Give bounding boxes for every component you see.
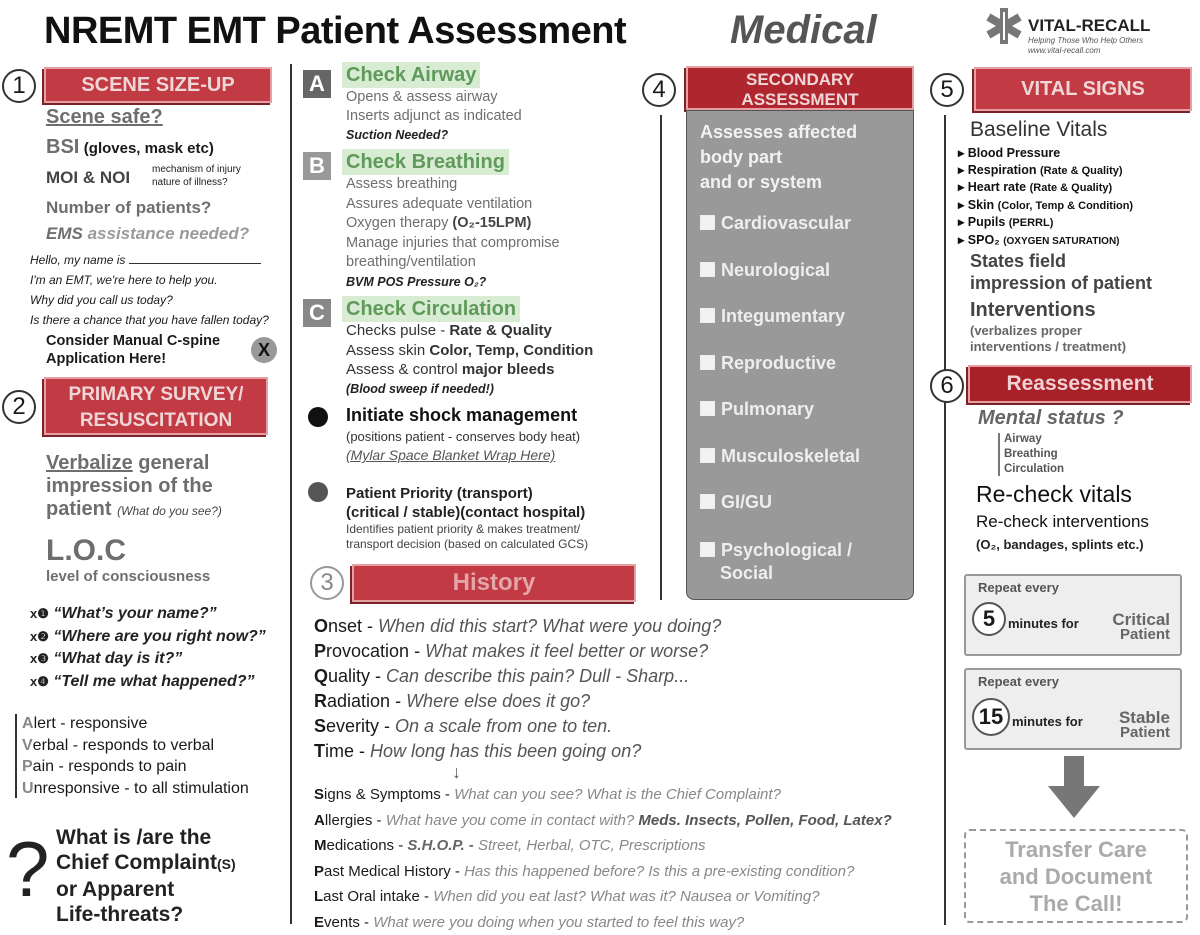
star-of-life-icon	[984, 6, 1024, 46]
repeat-label: Repeat every	[978, 674, 1059, 689]
arrow-down-icon: ↓	[452, 762, 461, 783]
stable-label: Stable Patient	[1119, 710, 1170, 740]
down-arrow-icon	[1044, 756, 1104, 820]
reassess-abc	[1004, 432, 1064, 477]
script-line-3: Why did you call us today?	[30, 290, 269, 310]
step-number-2: 2	[2, 390, 36, 424]
chief-complaint	[56, 825, 236, 927]
script-line-1: Hello, my name is	[30, 250, 269, 270]
vital-respiration: ▸ Respiration (Rate & Quality)	[958, 162, 1133, 180]
system-psychological[interactable]: Psychological / Social	[700, 539, 860, 585]
airway-step: Opens & assess airway	[346, 88, 522, 107]
avpu-bar	[15, 714, 17, 798]
step-number-3: 3	[310, 566, 344, 600]
sample-signs: Signs & Symptoms - What can you see? What is the Chief Complaint?	[314, 782, 892, 808]
secondary-title-1: SECONDARY	[688, 70, 912, 90]
opqrst-onset: Onset - When did this start? What were you doing?	[314, 614, 721, 639]
body-systems	[700, 213, 860, 585]
repeat-critical-box	[964, 574, 1182, 656]
logo-url: www.vital-recall.com	[1028, 46, 1100, 55]
manage-injuries-2: breathing/ventilation	[346, 253, 560, 273]
divider-3	[944, 115, 946, 925]
reassess-circulation: Circulation	[1004, 462, 1064, 477]
intro-line-2: body part	[700, 145, 857, 170]
verbalize-text: general impression of the patient	[46, 452, 213, 520]
recheck-interventions: Re-check interventions	[976, 512, 1149, 532]
loc-subtitle: level of consciousness	[46, 568, 210, 585]
bsi-line	[46, 136, 214, 159]
sample-past-history: Past Medical History - Has this happened before? Is this a pre-existing condition?	[314, 859, 892, 885]
airway-note: Suction Needed?	[346, 126, 522, 145]
loc-question: x❹ “Tell me what happened?”	[30, 671, 266, 694]
field-impression	[970, 250, 1152, 294]
avpu-alert: Alert - responsive	[22, 713, 249, 735]
step-number-6: 6	[930, 369, 964, 403]
step-number-1: 1	[2, 69, 36, 103]
recheck-sub: (O₂, bandages, splints etc.)	[976, 537, 1144, 552]
system-integumentary[interactable]: Integumentary	[700, 306, 860, 353]
vital-pupils: ▸ Pupils (PERRL)	[958, 214, 1133, 232]
secondary-assessment-header	[686, 66, 914, 110]
patient-priority	[346, 484, 588, 552]
logo-tagline: Helping Those Who Help Others	[1028, 36, 1143, 45]
sample-events: Events - What were you doing when you started to feel this way?	[314, 910, 892, 935]
chief-line-3: or Apparent	[56, 877, 236, 902]
chief-line-4: Life-threats?	[56, 902, 236, 927]
checkbox[interactable]	[700, 448, 715, 463]
vital-spo2: ▸ SPO₂ (OXYGEN SATURATION)	[958, 232, 1133, 251]
mental-status: Mental status ?	[978, 407, 1124, 430]
opqrst-quality: Quality - Can describe this pain? Dull - Sharp...	[314, 664, 721, 689]
shock-sub: (positions patient - conserves body heat)	[346, 429, 580, 444]
priority-bullet-icon	[308, 482, 328, 502]
avpu-verbal: Verbal - responds to verbal	[22, 735, 249, 757]
priority-line-4: transport decision (based on calculated GCS)	[346, 537, 588, 552]
loc-question: x❸ “What day is it?”	[30, 648, 266, 671]
priority-line-1: Patient Priority (transport)	[346, 484, 588, 503]
field-line-2: impression of patient	[970, 272, 1152, 294]
step-number-5: 5	[930, 73, 964, 107]
system-pulmonary[interactable]: Pulmonary	[700, 399, 860, 446]
baseline-vitals: Baseline Vitals	[970, 118, 1107, 142]
control-bleeds: Assess & control major bleeds	[346, 360, 593, 380]
ems-label: EMS	[46, 224, 83, 243]
system-gi-gu[interactable]: GI/GU	[700, 492, 860, 539]
loc-question: x❶ “What’s your name?”	[30, 603, 266, 626]
minutes-number: 15	[972, 698, 1010, 736]
opqrst-list	[314, 614, 721, 764]
checkbox[interactable]	[700, 215, 715, 230]
check-pulse: Checks pulse - Rate & Quality	[346, 321, 593, 341]
checkbox[interactable]	[700, 401, 715, 416]
critical-label: Critical Patient	[1112, 612, 1170, 642]
logo-name: VITAL-RECALL	[1028, 16, 1150, 36]
checkbox[interactable]	[700, 542, 715, 557]
priority-line-2: (critical / stable)(contact hospital)	[346, 503, 588, 522]
cspine-note: Consider Manual C-spine Application Here!	[46, 332, 246, 368]
reassessment-header: Reassessment	[968, 365, 1192, 403]
manage-injuries: Manage injuries that compromise	[346, 234, 560, 254]
assess-skin: Assess skin Color, Temp, Condition	[346, 341, 593, 361]
scene-safe: Scene safe?	[46, 106, 163, 129]
scene-size-up-header: SCENE SIZE-UP	[44, 67, 272, 103]
shock-bullet-icon	[308, 407, 328, 427]
checkbox[interactable]	[700, 262, 715, 277]
checkbox[interactable]	[700, 308, 715, 323]
question-mark-icon: ?	[6, 824, 49, 914]
check-breathing-title: Check Breathing	[342, 149, 509, 175]
loc-question: x❷ “Where are you right now?”	[30, 626, 266, 649]
verbalize-label: Verbalize	[46, 452, 133, 474]
script-line-4: Is there a chance that you have fallen today?	[30, 310, 269, 330]
system-musculoskeletal[interactable]: Musculoskeletal	[700, 446, 860, 493]
checkbox[interactable]	[700, 355, 715, 370]
field-line-1: States field	[970, 250, 1152, 272]
shock-note: (Mylar Space Blanket Wrap Here)	[346, 447, 555, 463]
check-airway-title: Check Airway	[342, 62, 480, 88]
sample-list	[314, 782, 892, 935]
circulation-steps	[346, 321, 593, 399]
breathing-steps	[346, 175, 560, 292]
shock-title: Initiate shock management	[346, 405, 577, 426]
vital-heart-rate: ▸ Heart rate (Rate & Quality)	[958, 179, 1133, 197]
airway-step: Inserts adjunct as indicated	[346, 107, 522, 126]
bsi-label: BSI	[46, 136, 79, 158]
number-of-patients: Number of patients?	[46, 198, 211, 218]
avpu-unresponsive: Unresponsive - to all stimulation	[22, 778, 249, 800]
chief-line-2: Chief Complaint(S)	[56, 850, 236, 877]
secondary-intro	[700, 120, 857, 195]
recheck-vitals: Re-check vitals	[976, 481, 1132, 508]
sample-medications: Medications - S.H.O.P. - Street, Herbal, OTC, Prescriptions	[314, 833, 892, 859]
chief-line-1: What is /are the	[56, 825, 236, 850]
history-header: History	[352, 564, 636, 602]
oxygen-therapy: Oxygen therapy (O₂-15LPM)	[346, 214, 560, 234]
breathing-letter-icon: B	[303, 152, 331, 180]
moi-detail-2: nature of illness?	[152, 177, 228, 188]
secondary-title-2: ASSESSMENT	[688, 90, 912, 110]
priority-line-3: Identifies patient priority & makes treatment/	[346, 522, 588, 537]
script-line-2: I'm an EMT, we're here to help you.	[30, 270, 269, 290]
opqrst-time: Time - How long has this been going on?	[314, 739, 721, 764]
logo	[984, 6, 1194, 56]
loc-questions	[30, 603, 266, 693]
system-reproductive[interactable]: Reproductive	[700, 353, 860, 400]
primary-survey-header	[44, 377, 268, 435]
primary-title-2: RESUSCITATION	[46, 408, 266, 434]
repeat-stable-box	[964, 668, 1182, 750]
reassess-airway: Airway	[1004, 432, 1064, 447]
divider-1	[290, 64, 292, 924]
moi-detail-1: mechanism of injury	[152, 164, 241, 175]
interventions-sub-2: interventions / treatment)	[970, 339, 1126, 355]
greeting-script	[30, 250, 269, 330]
ems-question: assistance needed?	[88, 224, 250, 243]
bvm-note: BVM POS Pressure O₂?	[346, 273, 560, 293]
loc-title: L.O.C	[46, 534, 126, 568]
reassess-abc-bar	[998, 433, 1000, 476]
transfer-line-1: Transfer Care	[966, 836, 1186, 863]
page-title: NREMT EMT Patient Assessment	[44, 10, 626, 53]
opqrst-severity: Severity - On a scale from one to ten.	[314, 714, 721, 739]
blood-sweep-note: (Blood sweep if needed!)	[346, 380, 593, 400]
primary-title-1: PRIMARY SURVEY/	[46, 382, 266, 408]
interventions-title: Interventions	[970, 299, 1096, 322]
breathing-step: Assures adequate ventilation	[346, 195, 560, 215]
intro-line-1: Assesses affected	[700, 120, 857, 145]
bsi-detail: (gloves, mask etc)	[84, 140, 214, 157]
verbalize-question: (What do you see?)	[117, 504, 222, 518]
check-circulation-title: Check Circulation	[342, 296, 520, 322]
transfer-line-2: and Document	[966, 863, 1186, 890]
breathing-step: Assess breathing	[346, 175, 560, 195]
airway-steps	[346, 88, 522, 145]
interventions-sub-1: (verbalizes proper	[970, 323, 1126, 339]
transfer-line-3: The Call!	[966, 890, 1186, 917]
moi-label: MOI & NOI	[46, 168, 130, 188]
vital-blood-pressure: ▸ Blood Pressure	[958, 145, 1133, 162]
system-neurological[interactable]: Neurological	[700, 260, 860, 307]
minutes-for: minutes for	[1008, 616, 1079, 631]
avpu-pain: Pain - responds to pain	[22, 756, 249, 778]
minutes-for: minutes for	[1012, 714, 1083, 729]
vital-signs-header: VITAL SIGNS	[974, 67, 1192, 111]
vitals-list	[958, 145, 1133, 250]
minutes-number: 5	[972, 602, 1006, 636]
system-cardiovascular[interactable]: Cardiovascular	[700, 213, 860, 260]
divider-2	[660, 115, 662, 600]
sample-last-oral: Last Oral intake - When did you eat last? What was it? Nausea or Vomiting?	[314, 884, 892, 910]
reassess-breathing: Breathing	[1004, 447, 1064, 462]
cspine-x-icon: X	[251, 337, 277, 363]
verbalize-impression	[46, 452, 276, 523]
opqrst-radiation: Radiation - Where else does it go?	[314, 689, 721, 714]
airway-letter-icon: A	[303, 70, 331, 98]
checkbox[interactable]	[700, 494, 715, 509]
avpu-scale	[22, 713, 249, 799]
step-number-4: 4	[642, 73, 676, 107]
interventions-sub	[970, 323, 1126, 355]
ems-assistance	[46, 224, 249, 244]
opqrst-provocation: Provocation - What makes it feel better or worse?	[314, 639, 721, 664]
circulation-letter-icon: C	[303, 299, 331, 327]
category-title: Medical	[730, 8, 877, 53]
vital-skin: ▸ Skin (Color, Temp & Condition)	[958, 197, 1133, 215]
repeat-label: Repeat every	[978, 580, 1059, 595]
sample-allergies: Allergies - What have you come in contact with? Meds. Insects, Pollen, Food, Latex?	[314, 808, 892, 834]
intro-line-3: and or system	[700, 170, 857, 195]
transfer-care-box	[964, 829, 1188, 923]
